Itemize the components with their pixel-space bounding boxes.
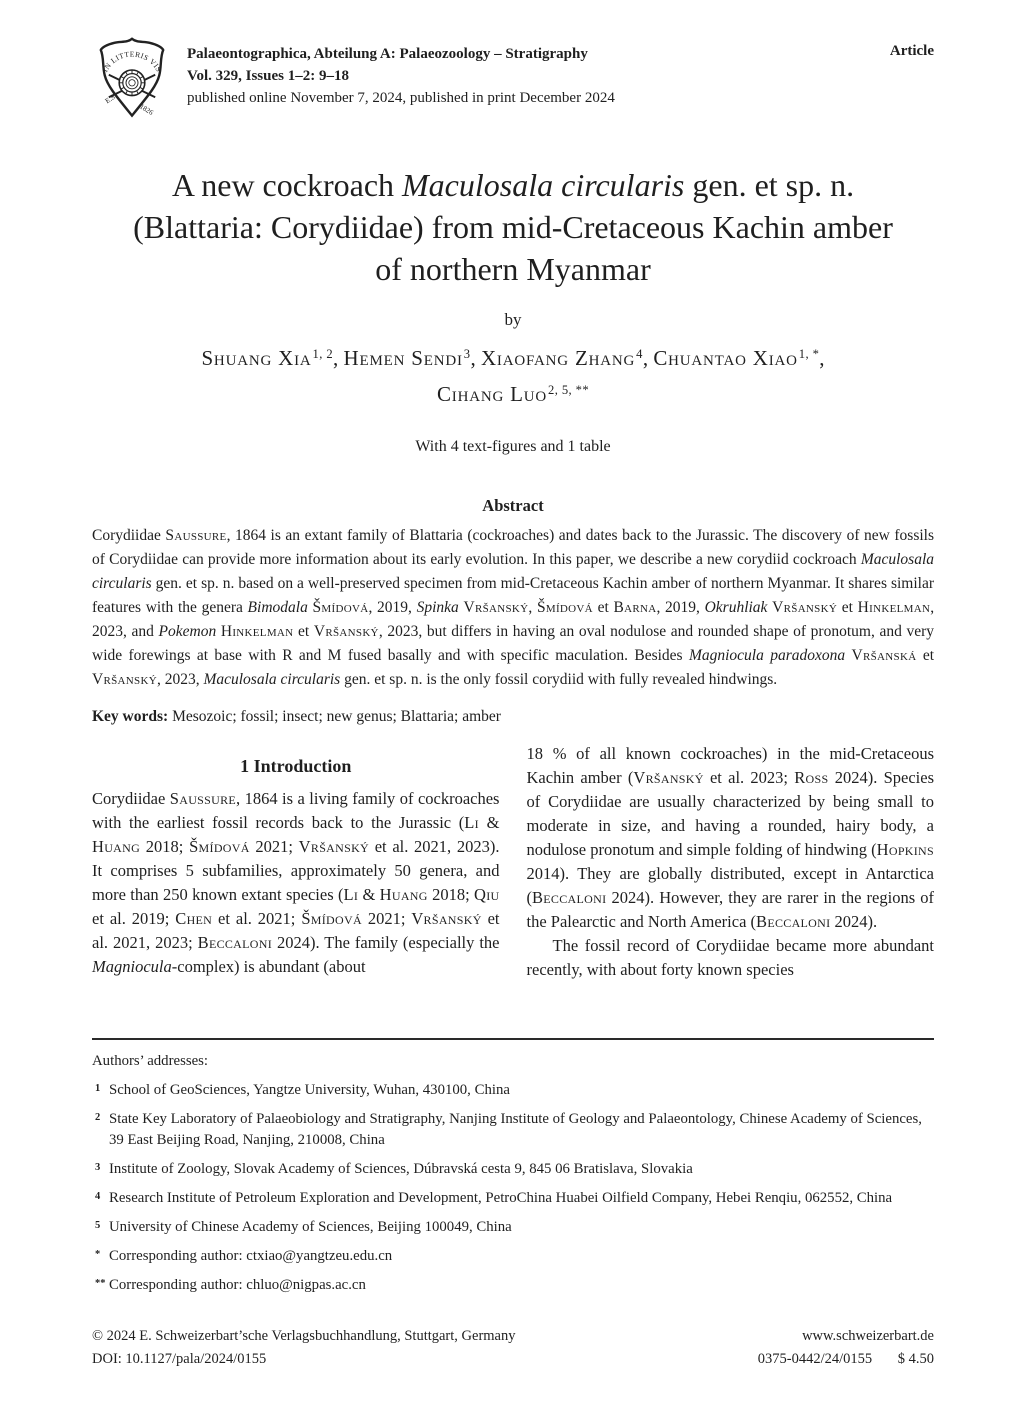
price-label: $ 4.50 [897,1351,934,1367]
seal-motto-text: IN LITTERIS VIS [100,49,164,74]
affiliation-item-5 [92,1217,934,1238]
article-title-line-1: A new cockroach Maculosala circularis gen. et sp. n. [171,167,855,203]
introduction-paragraph-1-continued: 18 % of all known cockroaches) in the mid-Cretaceous Kachin amber (Vršanský et al. 2023; Ross 2024). Species of Corydiidae are usually characterized by being small to moderate in size, and having a rounded, hairy body, a nodulose pronotum and simple folding of hindwing (Hopkins 2014). They are globally distributed, except in Antarctica (Beccaloni 2024). However, they are rarer in the regions of the Palearctic and North America (Beccaloni 2024). [526,744,935,931]
footnote-text-4: Research Institute of Petroleum Exploration and Development, PetroChina Huabei Oilfield Company, Hebei Renqiu, 062552, China [109,1190,893,1206]
abstract-section [92,496,934,729]
corresponding-author-1 [92,1246,934,1267]
ammonite-icon [119,70,145,96]
abstract-text: Corydiidae Saussure, 1864 is an extant family of Blattaria (cockroaches) and dates back to the Jurassic. The discovery of new fossils of Corydiidae can provide more information about its early evolution. In this paper, we describe a new corydiid cockroach Maculosala circularis gen. et sp. n. based on a well-preserved specimen from mid-Cretaceous Kachin amber of northern Myanmar. It shares similar features with the genera Bimodala Šmídová, 2019, Spinka Vršanský, Šmídová et Barna, 2019, Okruhliak Vršanský et Hinkelman, 2023, and Pokemon Hinkelman et Vršanský, 2023, but differs in having an oval nodulose and rounded shape of pronotum, and very wide forewings at base with R and M fused basally and with specific maculation. Besides Magniocula paradoxona Vršanská et Vršanský, 2023, Maculosala circularis gen. et sp. n. is the only fossil corydiid with fully revealed hindwings. [92,527,935,688]
footnote-marker-4: 4 [95,1191,101,1202]
author-line-1: Shuang Xia$^{1, 2}$, Hemen Sendi$^3$, Xiaofang Zhang$^4$, Chuantao Xiao$^{1, *}$, [201,346,825,370]
abstract-heading: Abstract [482,496,544,515]
article-title-line-2: (Blattaria: Corydiidae) from mid-Cretaceous Kachin amber [133,209,893,245]
affiliation-item-2 [92,1109,934,1151]
copyright-notice: © 2024 E. Schweizerbart’sche Verlagsbuchhandlung, Stuttgart, Germany [92,1328,516,1344]
footer-row-1 [92,1325,934,1348]
article-type-label: Article [889,43,934,59]
authors-addresses-heading: Authors’ addresses: [92,1053,209,1069]
introduction-section [92,742,934,982]
footnote-marker-3: 3 [95,1162,101,1173]
right-column [527,742,935,982]
corresponding-author-2 [92,1275,934,1296]
corresponding-author-email-1: Corresponding author: ctxiao@yangtzeu.edu.cn [109,1248,393,1264]
footnote-marker-asterisk: * [95,1249,101,1260]
corresponding-author-email-2: Corresponding author: chluo@nigpas.ac.cn [109,1277,366,1293]
introduction-heading: 1 Introduction [240,756,352,776]
footnote-divider [92,1038,934,1040]
issn-code: 0375-0442/24/0155 [757,1351,873,1367]
journal-publication-dates: published online November 7, 2024, published in print December 2024 [187,90,615,106]
left-column [92,742,500,982]
page-footer [92,1325,934,1371]
affiliation-item-4 [92,1188,934,1209]
footnote-marker-2: 2 [95,1112,101,1123]
authors-addresses-section [92,1038,934,1296]
journal-meta [187,36,875,109]
seal-year-text: 1826 [138,102,155,117]
footnote-text-2: State Key Laboratory of Palaeobiology and Stratigraphy, Nanjing Institute of Geology and Palaeontology, Chinese Academy of Sciences, 39 East Beijing Road, Nanjing, 210008, China [109,1111,922,1148]
publisher-seal-logo [92,36,172,120]
introduction-paragraph-1: Corydiidae Saussure, 1864 is a living family of cockroaches with the earliest fossil records back to the Jurassic (Li & Huang 2018; Šmídová 2021; Vršanský et al. 2021, 2023). It comprises 5 subfamilies, approximately 50 genera, and more than 250 known extant species (Li & Huang 2018; Qiu et al. 2019; Chen et al. 2021; Šmídová 2021; Vršanský et al. 2021, 2023; Beccaloni 2024). The family (especially the Magniocula-complex) is abundant (about [92,789,500,976]
seal-initials-text: E.S. [103,91,119,106]
journal-header [92,36,934,120]
footnote-marker-double-asterisk: ** [95,1278,106,1289]
footnote-text-3: Institute of Zoology, Slovak Academy of Sciences, Dúbravská cesta 9, 845 06 Bratislava, Slovakia [109,1161,693,1177]
article-title-line-3: of northern Myanmar [375,251,651,287]
byline-by-label: by [504,310,522,329]
journal-name: Palaeontographica, Abteilung A: Palaeozoology – Stratigraphy [187,46,588,62]
doi-text: DOI: 10.1127/pala/2024/0155 [92,1351,267,1367]
publisher-website: www.schweizerbart.de [802,1328,934,1344]
figures-tables-note: With 4 text-figures and 1 table [415,438,611,455]
affiliation-item-3 [92,1159,934,1180]
journal-volume-issue: Vol. 329, Issues 1–2: 9–18 [187,68,349,84]
keywords-line: Key words: Mesozoic; fossil; insect; new genus; Blattaria; amber [92,708,501,725]
issn-price-group [758,1348,934,1371]
footnote-text-1: School of GeoSciences, Yangtze University, Wuhan, 430100, China [109,1082,510,1098]
affiliation-item-1 [92,1080,934,1101]
footnote-text-5: University of Chinese Academy of Sciences, Beijing 100049, China [109,1219,512,1235]
author-list [92,342,934,414]
footnote-marker-1: 1 [95,1083,101,1094]
introduction-paragraph-2: The fossil record of Corydiidae became more abundant recently, with about forty known species [526,936,934,979]
article-title [92,164,934,290]
footer-row-2 [92,1348,934,1371]
author-line-2: Cihang Luo$^{2, 5, **}$ [436,382,590,406]
footnote-marker-5: 5 [95,1220,101,1231]
